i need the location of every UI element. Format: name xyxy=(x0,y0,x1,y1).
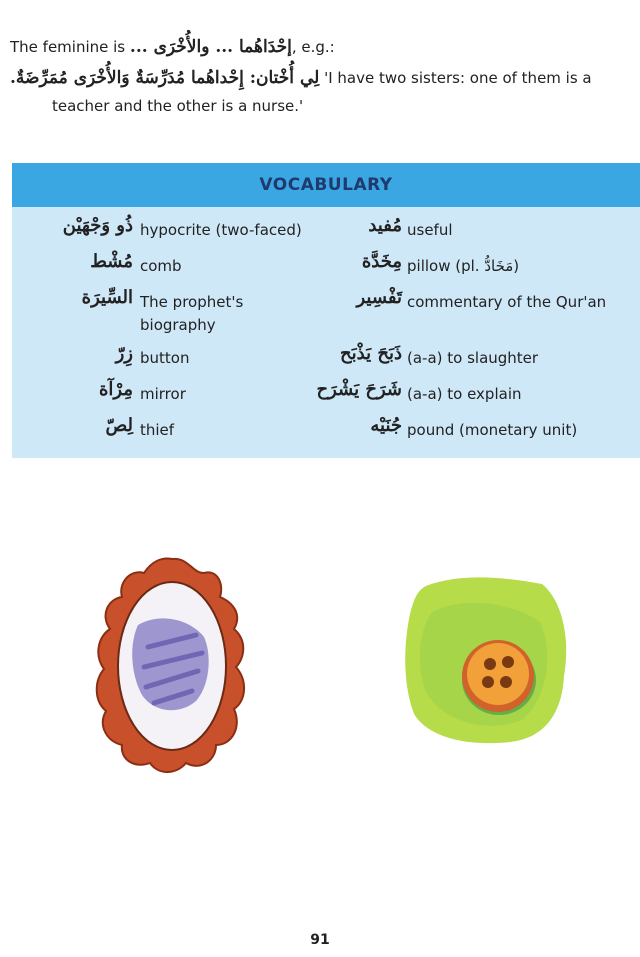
vocab-arabic: ذُو وَجْهَيْن xyxy=(62,215,133,236)
vocab-english: pillow (pl. مَخَادُّ) xyxy=(407,257,520,275)
vocab-row xyxy=(12,249,640,285)
example-translation-cont: teacher and the other is a nurse.' xyxy=(52,97,304,115)
vocab-row xyxy=(12,213,640,249)
page-number: 91 xyxy=(310,932,330,948)
vocab-english: (a-a) to explain xyxy=(407,385,522,403)
vocab-row xyxy=(12,377,640,413)
vocab-row xyxy=(12,285,640,341)
vocab-english: pound (monetary unit) xyxy=(407,421,578,439)
intro-text xyxy=(10,36,640,118)
intro-prefix: The feminine is xyxy=(10,38,126,56)
vocab-english: hypocrite (two-faced) xyxy=(140,221,302,239)
intro-arabic-phrase: إحْدَاهُما ... والأُخْرَى ... xyxy=(129,37,292,57)
vocab-english: button xyxy=(140,349,190,367)
vocab-arabic: مِرْآة xyxy=(98,379,133,400)
vocab-english: thief xyxy=(140,421,175,439)
button-illustration xyxy=(402,572,572,747)
vocab-arabic: السِّيرَة xyxy=(81,287,133,308)
mirror-illustration xyxy=(92,555,252,777)
vocab-row xyxy=(12,341,640,377)
vocabulary-header xyxy=(12,163,640,207)
vocab-arabic: مِخَدَّة xyxy=(361,251,402,272)
vocab-english: commentary of the Qur'an xyxy=(407,293,607,311)
vocab-arabic: تَفْسِير xyxy=(356,287,402,308)
intro-line-2 xyxy=(10,67,640,90)
vocabulary-title: VOCABULARY xyxy=(259,175,393,195)
intro-line-1 xyxy=(10,36,640,59)
vocab-english: (a-a) to slaughter xyxy=(407,349,539,367)
vocab-english: The prophet's biography xyxy=(140,293,244,334)
vocab-arabic: لِصّ xyxy=(105,415,133,436)
vocab-english: useful xyxy=(407,221,453,239)
vocab-arabic: مُفيد xyxy=(368,215,402,236)
vocab-arabic: ذَبَحَ يَذْبَح xyxy=(340,343,402,364)
vocab-arabic: شَرَحَ يَشْرَح xyxy=(316,379,402,400)
intro-suffix: , e.g.: xyxy=(291,38,335,56)
vocab-arabic: مُشْط xyxy=(90,251,133,272)
vocab-arabic: زِرّ xyxy=(115,343,133,364)
example-translation: 'I have two sisters: one of them is a xyxy=(324,69,592,87)
vocab-row xyxy=(12,413,640,449)
example-arabic: لِي أُخْتان: إِحْداهُما مُدَرِّسَةٌ وَالأُخْرَى مُمَرِّضَةٌ. xyxy=(10,68,320,88)
vocabulary-panel xyxy=(12,163,640,458)
vocab-english: mirror xyxy=(140,385,186,403)
vocab-english: comb xyxy=(140,257,182,275)
vocab-arabic: جُنَيْه xyxy=(370,415,402,436)
